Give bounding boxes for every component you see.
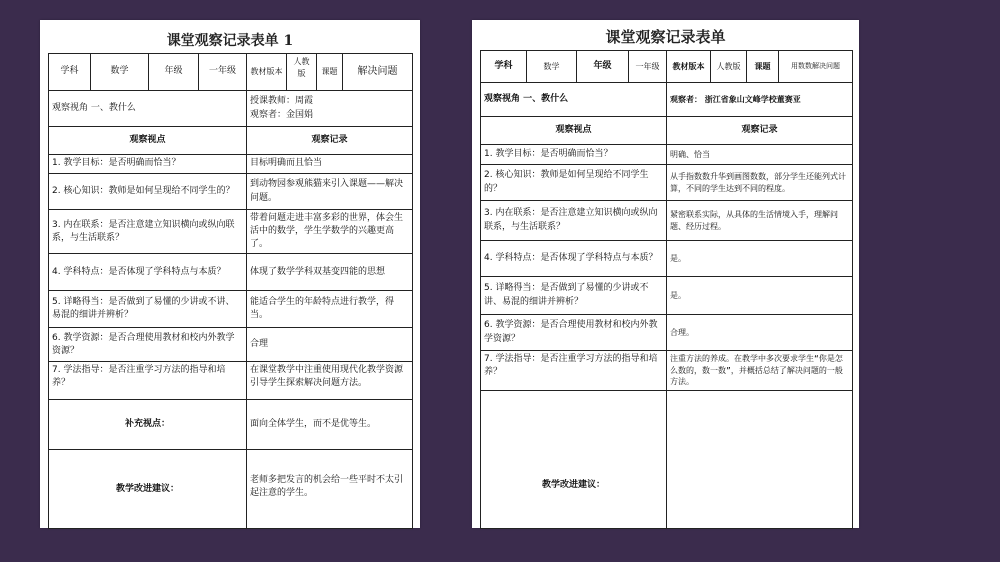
table-row (481, 201, 853, 241)
point-cell: 5. 详略得当：是否做到了易懂的少讲或不讲、易混的细讲并辨析？ (49, 291, 247, 328)
perspective-row (481, 83, 853, 117)
point-cell: 2. 核心知识：教师是如何呈现给不同学生的？ (481, 165, 667, 201)
record-cell: 带着问题走进丰富多彩的世界，体会生活中的数学，学生学数学的兴趣更高了。 (247, 210, 413, 254)
record-cell: 注重方法的养成。在教学中多次要求学生“你是怎么数的，数一数”，并概括总结了解决问题的一般方法。 (667, 351, 853, 391)
perspective-row (49, 91, 413, 127)
table-row (481, 145, 853, 165)
table-row (49, 362, 413, 400)
record-cell: 到动物园参观熊猫来引入课题——解决问题。 (247, 174, 413, 210)
textbook-label: 教材版本 (247, 54, 287, 91)
form-title: 课堂观察记录表单 (605, 28, 726, 46)
grade-value: 一年级 (629, 51, 667, 83)
table-row (481, 351, 853, 391)
supplement-record: 面向全体学生，而不是优等生。 (247, 400, 413, 450)
column-header-record: 观察记录 (667, 117, 853, 145)
suggestion-label: 教学改进建议： (481, 390, 667, 528)
table-row (49, 328, 413, 362)
table-row (49, 155, 413, 174)
record-cell: 能适合学生的年龄特点进行教学，得当。 (247, 291, 413, 328)
topic-value: 解决问题 (343, 54, 413, 91)
point-cell: 4. 学科特点：是否体现了学科特点与本质？ (481, 241, 667, 277)
textbook-value: 人教版 (287, 54, 317, 91)
column-header-row (481, 117, 853, 145)
record-cell: 体现了数学学科双基变四能的思想 (247, 254, 413, 291)
record-cell: 目标明确而且恰当 (247, 155, 413, 174)
perspective-cell (481, 83, 667, 117)
subject-label: 学科 (481, 51, 527, 83)
header-row (49, 54, 413, 91)
observation-form-1 (40, 20, 420, 528)
suggestion-record: 老师多把发言的机会给一些平时不太引起注意的学生。 (247, 450, 413, 529)
topic-label: 课题 (317, 54, 343, 91)
record-cell: 是。 (667, 241, 853, 277)
point-cell: 3. 内在联系：是否注意建立知识横向或纵向联系，与生活联系？ (481, 201, 667, 241)
textbook-value: 人教版 (711, 51, 747, 83)
table-row (49, 254, 413, 291)
perspective-cell (49, 91, 247, 127)
table-row (481, 315, 853, 351)
point-cell: 1. 教学目标：是否明确而恰当？ (481, 145, 667, 165)
record-cell: 在课堂教学中注重使用现代化教学资源引导学生探索解决问题方法。 (247, 362, 413, 400)
suggestion-label: 教学改进建议： (49, 450, 247, 529)
point-cell: 4. 学科特点：是否体现了学科特点与本质？ (49, 254, 247, 291)
record-cell: 合理。 (667, 315, 853, 351)
point-cell: 6. 教学资源：是否合理使用教材和校内外教学资源？ (481, 315, 667, 351)
teacher-name: 授课教师：周霞 (250, 96, 314, 107)
observation-form-2 (472, 20, 859, 528)
textbook-label: 教材版本 (667, 51, 711, 83)
record-cell: 明确、恰当 (667, 145, 853, 165)
suggestion-record (667, 390, 853, 528)
supplement-label: 补充视点： (49, 400, 247, 450)
subject-value: 数学 (527, 51, 577, 83)
point-cell: 5. 详略得当：是否做到了易懂的少讲或不讲、易混的细讲并辨析？ (481, 277, 667, 315)
perspective-value: 一、教什么 (523, 93, 569, 104)
column-header-point: 观察视点 (481, 117, 667, 145)
table-row (49, 210, 413, 254)
subject-value: 数学 (91, 54, 149, 91)
header-row (481, 51, 853, 83)
point-cell: 7. 学法指导：是否注重学习方法的指导和培养？ (481, 351, 667, 391)
point-cell: 2. 核心知识：教师是如何呈现给不同学生的？ (49, 174, 247, 210)
column-header-row (49, 127, 413, 155)
topic-label: 课题 (747, 51, 779, 83)
observation-table (48, 53, 413, 529)
perspective-value: 一、教什么 (90, 102, 136, 113)
form-title: 课堂观察记录表单 1 (166, 33, 294, 49)
observer-name: 观察者： 浙江省象山文峰学校董赛亚 (667, 83, 853, 117)
grade-label: 年级 (577, 51, 629, 83)
point-cell: 3. 内在联系：是否注意建立知识横向或纵向联系，与生活联系？ (49, 210, 247, 254)
observer-name: 观察者：金国娟 (250, 109, 314, 120)
perspective-label: 观察视角 (52, 102, 89, 113)
table-row (49, 174, 413, 210)
perspective-label: 观察视角 (484, 93, 521, 104)
column-header-point: 观察视点 (49, 127, 247, 155)
record-cell: 合理 (247, 328, 413, 362)
subject-label: 学科 (49, 54, 91, 91)
observation-table (480, 50, 853, 529)
suggestion-row (481, 390, 853, 528)
record-cell: 是。 (667, 277, 853, 315)
table-row (481, 277, 853, 315)
teacher-observer-cell (247, 91, 413, 127)
table-row (481, 165, 853, 201)
record-cell: 紧密联系实际，从具体的生活情境入手，理解问题、经历过程。 (667, 201, 853, 241)
point-cell: 6. 教学资源：是否合理使用教材和校内外教学资源？ (49, 328, 247, 362)
record-cell: 从手指数数升华到画图数数，部分学生还能列式计算，不同的学生达到不同的程度。 (667, 165, 853, 201)
point-cell: 1. 教学目标：是否明确而恰当？ (49, 155, 247, 174)
column-header-record: 观察记录 (247, 127, 413, 155)
table-row (49, 291, 413, 328)
topic-value: 用数数解决问题 (779, 51, 853, 83)
suggestion-row (49, 450, 413, 529)
supplement-row (49, 400, 413, 450)
grade-value: 一年级 (199, 54, 247, 91)
table-row (481, 241, 853, 277)
point-cell: 7. 学法指导：是否注重学习方法的指导和培养？ (49, 362, 247, 400)
grade-label: 年级 (149, 54, 199, 91)
